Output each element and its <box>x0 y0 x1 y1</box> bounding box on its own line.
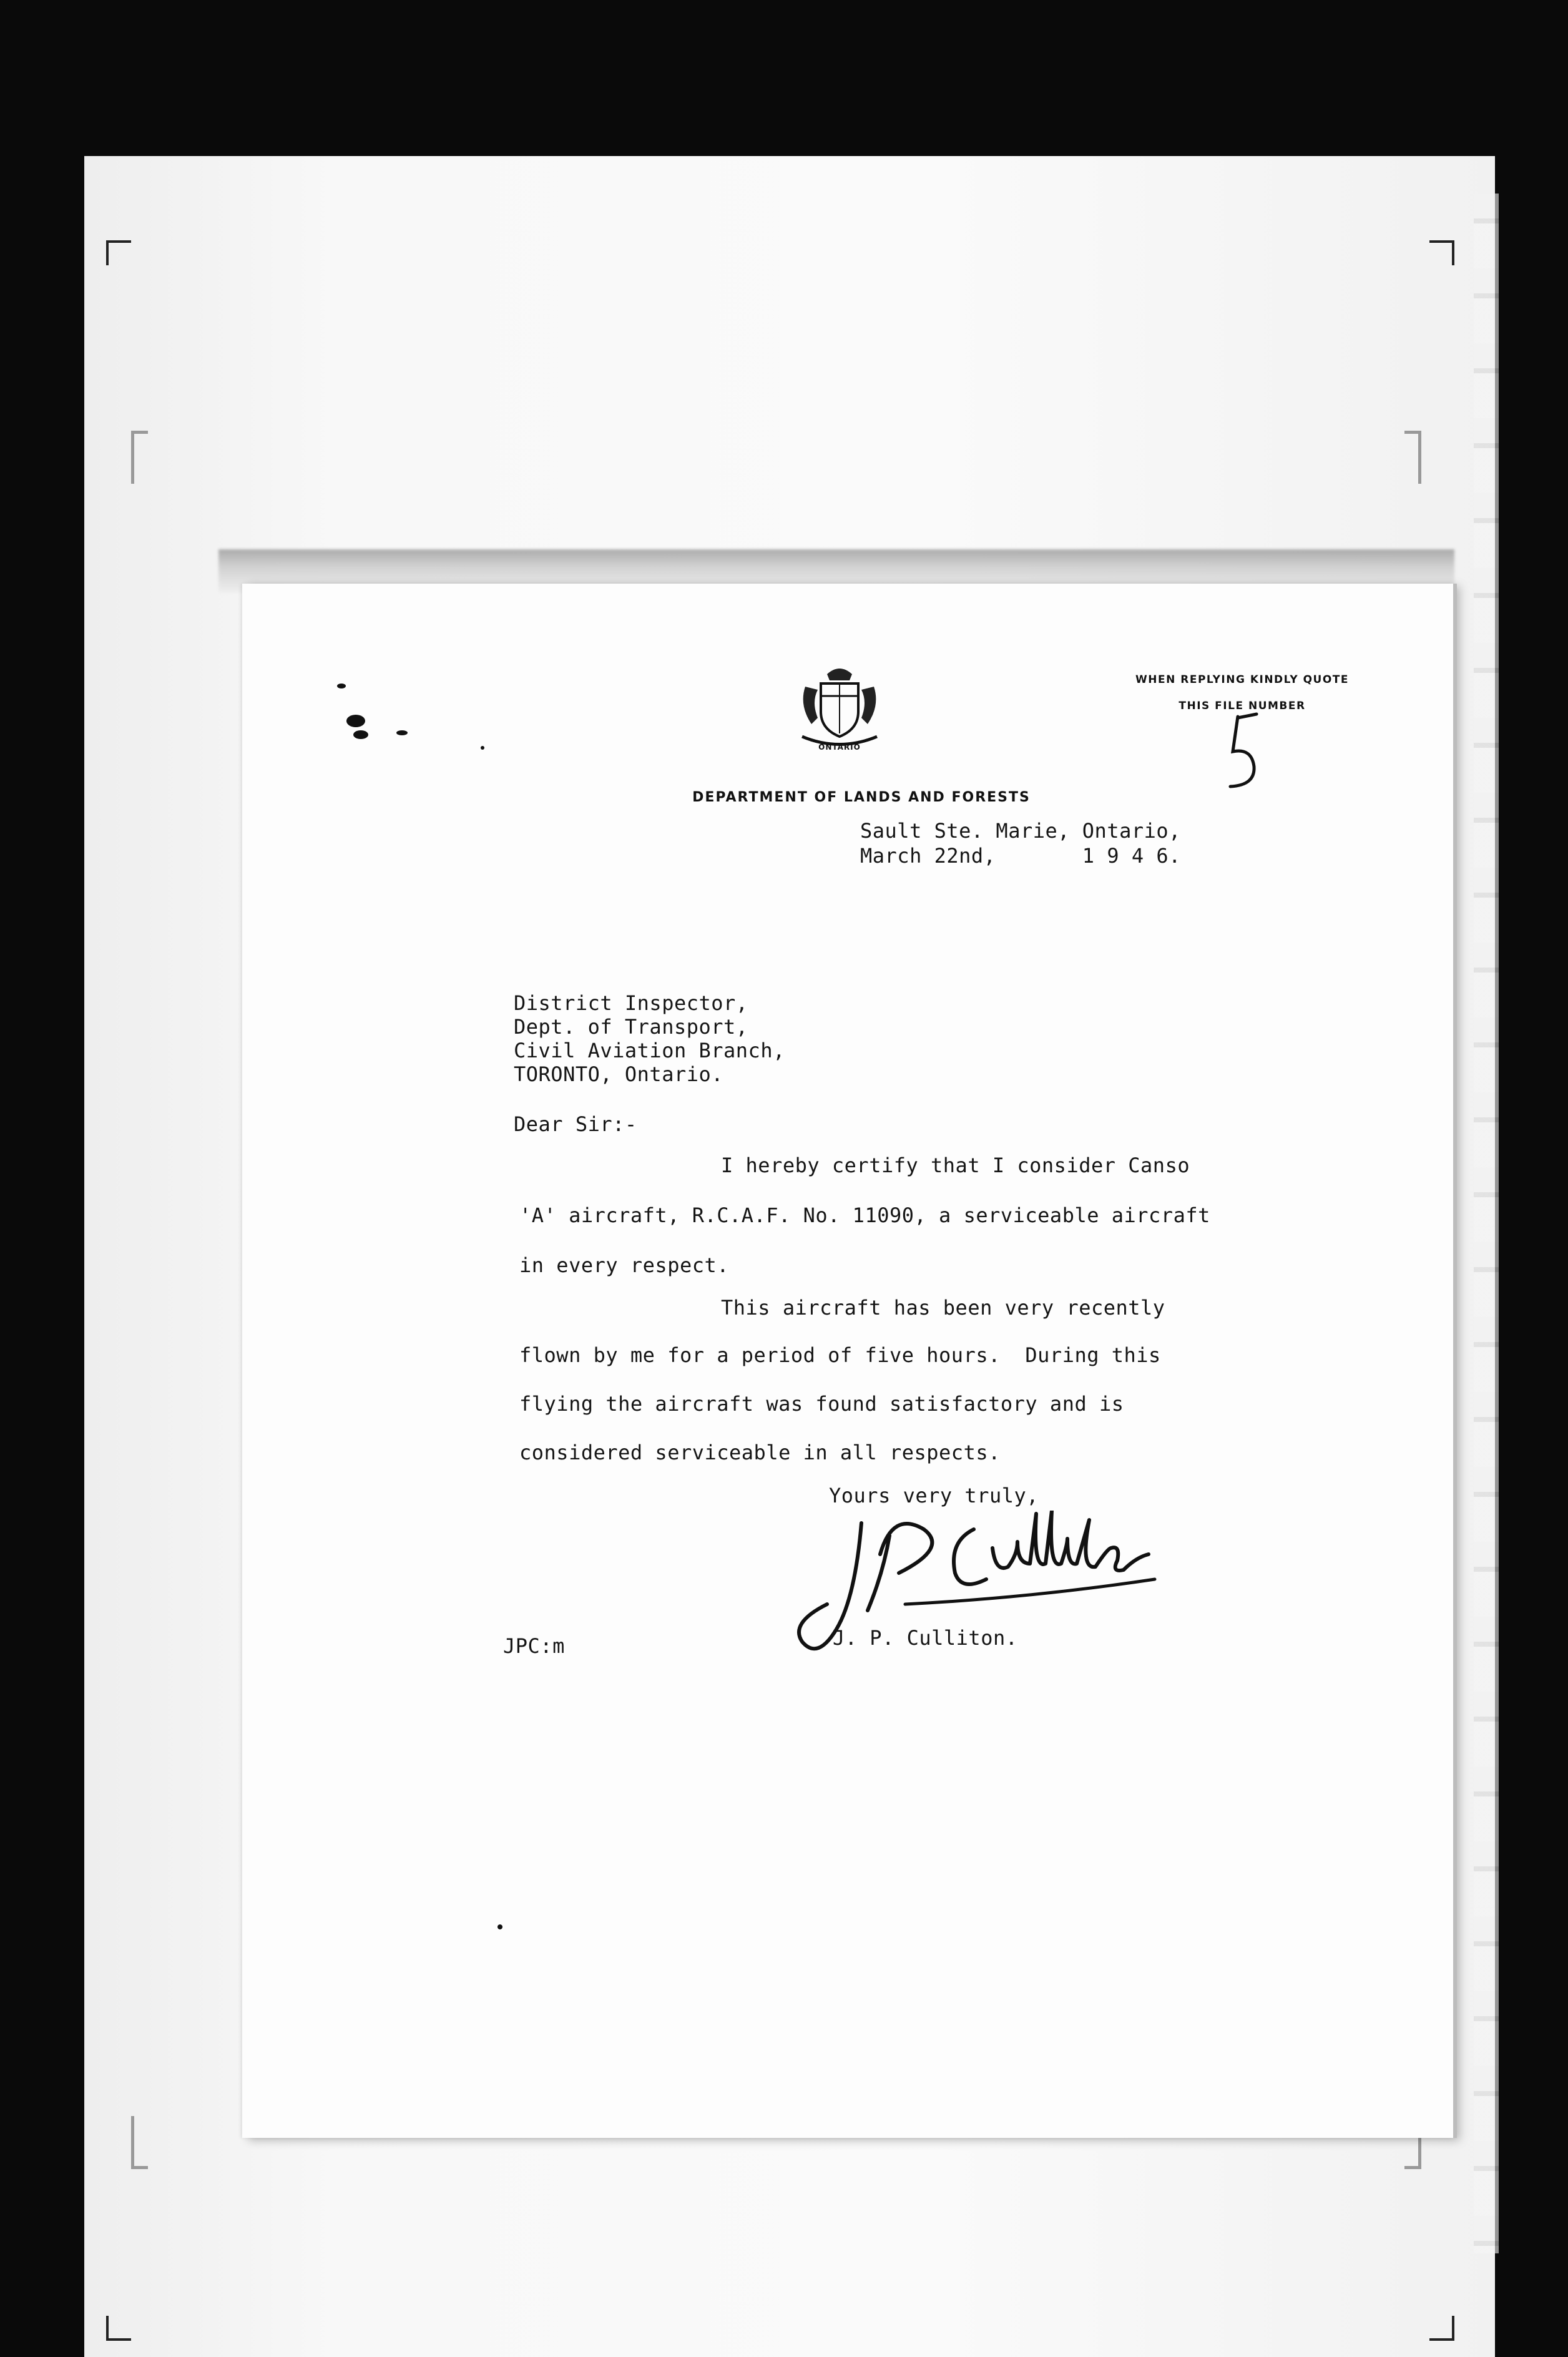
ink-speck <box>353 730 368 739</box>
recipient-line: Dept. of Transport, <box>514 1015 748 1039</box>
ink-speck <box>396 730 408 735</box>
body-line: in every respect. <box>519 1253 730 1277</box>
recipient-line: District Inspector, <box>514 991 748 1015</box>
recipient-line: Civil Aviation Branch, <box>514 1039 785 1062</box>
ontario-crest-icon <box>793 662 886 755</box>
body-line: 'A' aircraft, R.C.A.F. No. 11090, a serviceable aircraft <box>519 1203 1210 1227</box>
crest-label: ONTARIO <box>818 743 861 752</box>
department-name: DEPARTMENT OF LANDS AND FORESTS <box>692 790 1031 805</box>
reference-initials: JPC:m <box>503 1634 565 1658</box>
frame-bracket <box>131 2116 148 2169</box>
ink-speck <box>497 1924 502 1929</box>
body-line: This aircraft has been very recently <box>721 1296 1165 1320</box>
dateline-place: Sault Ste. Marie, Ontario, <box>860 819 1181 843</box>
recipient-line: TORONTO, Ontario. <box>514 1062 724 1086</box>
crop-mark <box>106 240 131 265</box>
frame-bracket <box>131 431 148 484</box>
crop-mark <box>1429 240 1454 265</box>
body-line: considered serviceable in all respects. <box>519 1441 1001 1464</box>
body-line: flying the aircraft was found satisfactory and is <box>519 1392 1124 1416</box>
closing: Yours very truly, <box>829 1484 1039 1507</box>
file-note-line: WHEN REPLYING KINDLY QUOTE <box>1135 674 1349 686</box>
ink-speck <box>337 684 346 688</box>
dateline-date: March 22nd, 1 9 4 6. <box>860 844 1181 868</box>
ink-speck <box>481 746 484 750</box>
ink-speck <box>346 715 365 727</box>
crop-mark <box>1429 2316 1454 2341</box>
signatory-name: J. P. Culliton. <box>833 1626 1018 1650</box>
frame-bracket <box>1404 431 1421 484</box>
salutation: Dear Sir:- <box>514 1112 637 1136</box>
body-line: flown by me for a period of five hours. During this <box>519 1343 1161 1367</box>
body-line: I hereby certify that I consider Canso <box>721 1154 1190 1177</box>
file-note-line: THIS FILE NUMBER <box>1178 700 1306 712</box>
crop-mark <box>106 2316 131 2341</box>
handwritten-file-number <box>1227 712 1264 793</box>
